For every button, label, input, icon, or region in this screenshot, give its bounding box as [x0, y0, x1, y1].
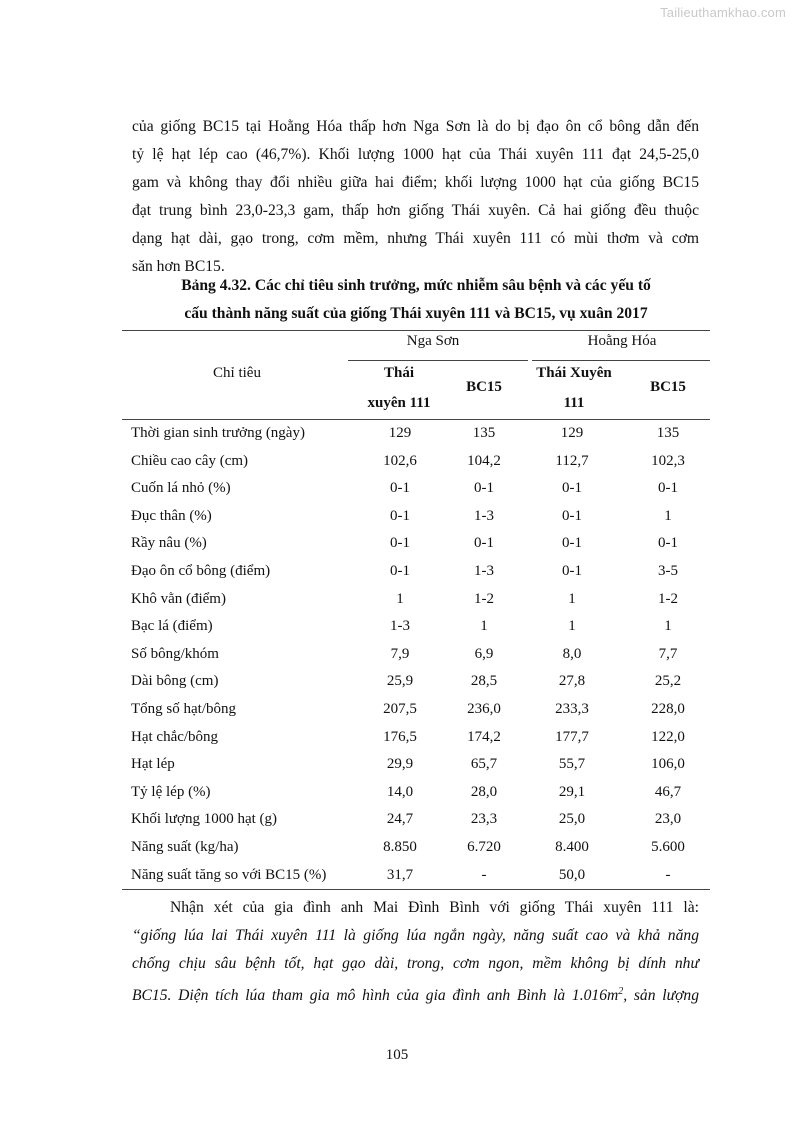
data-table — [122, 330, 710, 890]
text-line: của giống BC15 tại Hoằng Hóa thấp hơn Nga Sơn là do bị đạo ôn cổ bông dẫn đến — [132, 118, 699, 135]
cell: 228,0 — [651, 700, 685, 717]
cell: 0-1 — [562, 480, 582, 497]
cell: 0-1 — [390, 535, 410, 552]
cell: 1-2 — [658, 590, 678, 607]
cell: 8.400 — [555, 838, 589, 855]
row-label: Đạo ôn cổ bông (điểm) — [131, 562, 271, 579]
cell: 236,0 — [467, 700, 501, 717]
table-row — [122, 668, 710, 696]
cell: 1 — [480, 618, 488, 635]
cell: 0-1 — [562, 535, 582, 552]
cell: 28,0 — [470, 783, 498, 800]
cell: 27,8 — [558, 673, 586, 690]
cell: 207,5 — [383, 700, 417, 717]
cell: 0-1 — [474, 480, 494, 497]
row-label: Bạc lá (điểm) — [131, 618, 213, 635]
text-line: đạt trung bình 23,0-23,3 gam, thấp hơn giống Thái xuyên. Cả hai giống đều thuộc — [132, 202, 699, 219]
cell: 1-3 — [474, 562, 494, 579]
cell: 0-1 — [474, 535, 494, 552]
header-bc15-nga-son: BC15 — [466, 379, 502, 395]
row-label: Chiều cao cây (cm) — [131, 452, 249, 469]
cell: 1 — [664, 618, 672, 635]
table-row — [122, 558, 710, 586]
cell: 6.720 — [467, 838, 501, 855]
cell: 23,0 — [654, 811, 682, 828]
cell: 1-2 — [474, 590, 494, 607]
cell: 7,9 — [390, 645, 410, 662]
cell: 24,7 — [386, 811, 414, 828]
cell: 14,0 — [386, 783, 414, 800]
text-line: săn hơn BC15. — [132, 258, 225, 275]
cell: 106,0 — [651, 756, 685, 773]
table-caption — [122, 272, 710, 328]
intro-paragraph — [132, 113, 699, 281]
text-line: gam và không thay đổi nhiều giữa hai điểm; khối lượng 1000 hạt của giống BC15 — [132, 174, 699, 191]
cell: 23,3 — [470, 811, 498, 828]
cell: 31,7 — [386, 866, 414, 883]
row-label: Số bông/khóm — [131, 645, 219, 662]
cell: 1 — [396, 590, 404, 607]
cell: 135 — [472, 425, 496, 441]
table-row — [122, 862, 710, 890]
cell: 25,2 — [654, 673, 682, 690]
table-row — [122, 475, 710, 503]
row-label: Dài bông (cm) — [131, 673, 219, 690]
caption-line: Bảng 4.32. Các chỉ tiêu sinh trưởng, mức nhiễm sâu bệnh và các yếu tố — [181, 277, 651, 294]
cell: 0-1 — [390, 507, 410, 524]
cell: 102,3 — [651, 452, 685, 469]
header-indicator: Chỉ tiêu — [213, 365, 261, 381]
cell: - — [665, 866, 671, 883]
cell: 129 — [388, 425, 412, 441]
header-divider — [348, 360, 528, 361]
cell: 55,7 — [558, 756, 586, 773]
cell: 0-1 — [658, 480, 678, 497]
cell: 233,3 — [555, 700, 589, 717]
cell: 25,9 — [386, 673, 414, 690]
table-row — [122, 530, 710, 558]
table-row — [122, 806, 710, 834]
cell: 1 — [568, 590, 576, 607]
header-thai-xuyen-hoang-hoa-l2: 111 — [563, 395, 585, 411]
table-row — [122, 448, 710, 476]
cell: 8.850 — [383, 838, 417, 855]
table-row — [122, 586, 710, 614]
table-row — [122, 779, 710, 807]
table-row — [122, 696, 710, 724]
cell: 65,7 — [470, 756, 498, 773]
text-fragment: BC15. Diện tích lúa tham gia mô hình của gia đình anh Bình là 1.016m — [132, 987, 619, 1005]
cell: 29,9 — [386, 756, 414, 773]
header-bc15-hoang-hoa: BC15 — [650, 379, 686, 395]
text-line-italic — [132, 978, 699, 1006]
cell: 50,0 — [558, 866, 586, 883]
cell: 28,5 — [470, 673, 498, 690]
cell: 25,0 — [558, 811, 586, 828]
table-header — [122, 331, 710, 420]
text-line-italic: “giống lúa lai Thái xuyên 111 là giống lúa ngắn ngày, năng suất cao và khả năng — [132, 927, 699, 944]
row-label: Khô vằn (điểm) — [131, 590, 226, 607]
cell: 0-1 — [562, 562, 582, 579]
cell: 174,2 — [467, 728, 501, 745]
watermark: Tailieuthamkhao.com — [660, 5, 786, 20]
header-site-nga-son: Nga Sơn — [406, 333, 460, 349]
cell: 6,9 — [474, 645, 494, 662]
cell: 7,7 — [658, 645, 678, 662]
header-thai-xuyen-hoang-hoa-l1: Thái Xuyên — [536, 365, 612, 381]
cell: 0-1 — [390, 562, 410, 579]
cell: 129 — [560, 425, 584, 441]
superscript: 2 — [618, 986, 624, 997]
header-thai-xuyen-nga-son-l1: Thái — [383, 365, 414, 381]
row-label: Hạt lép — [131, 756, 175, 773]
table-row — [122, 613, 710, 641]
text-fragment: , sản lượng — [623, 987, 699, 1005]
row-label: Cuốn lá nhỏ (%) — [131, 480, 231, 497]
row-label: Thời gian sinh trưởng (ngày) — [131, 425, 305, 441]
cell: - — [481, 866, 487, 883]
text-line-italic: chống chịu sâu bệnh tốt, hạt gạo dài, trong, cơm ngon, mềm không bị dính như — [132, 955, 699, 972]
cell: 0-1 — [562, 507, 582, 524]
cell: 0-1 — [390, 480, 410, 497]
row-label: Tỷ lệ lép (%) — [131, 783, 211, 800]
row-label: Đục thân (%) — [131, 507, 212, 524]
text-line: tỷ lệ hạt lép cao (46,7%). Khối lượng 1000 hạt của Thái xuyên 111 đạt 24,5-25,0 — [132, 146, 699, 163]
cell: 102,6 — [383, 452, 417, 469]
header-thai-xuyen-nga-son-l2: xuyên 111 — [367, 395, 431, 411]
row-label: Hạt chắc/bông — [131, 728, 219, 745]
cell: 5.600 — [651, 838, 685, 855]
cell: 29,1 — [558, 783, 586, 800]
header-divider — [532, 360, 710, 361]
row-label: Năng suất tăng so với BC15 (%) — [131, 866, 327, 883]
table-row — [122, 834, 710, 862]
table-row — [122, 751, 710, 779]
cell: 112,7 — [555, 452, 589, 469]
cell: 135 — [656, 425, 680, 441]
caption-line: cấu thành năng suất của giống Thái xuyên 111 và BC15, vụ xuân 2017 — [184, 305, 648, 322]
cell: 122,0 — [651, 728, 685, 745]
header-site-hoang-hoa: Hoằng Hóa — [587, 333, 657, 349]
cell: 176,5 — [383, 728, 417, 745]
cell: 177,7 — [555, 728, 589, 745]
page-number: 105 — [385, 1047, 409, 1063]
row-label: Tổng số hạt/bông — [131, 700, 236, 717]
cell: 104,2 — [467, 452, 501, 469]
cell: 46,7 — [654, 783, 682, 800]
cell: 1 — [664, 507, 672, 524]
row-label: Khối lượng 1000 hạt (g) — [131, 811, 278, 828]
row-label: Năng suất (kg/ha) — [131, 838, 239, 855]
cell: 1-3 — [390, 618, 410, 635]
comment-paragraph — [132, 894, 699, 1006]
cell: 8,0 — [562, 645, 582, 662]
cell: 0-1 — [658, 535, 678, 552]
text-line: dạng hạt dài, gạo trong, cơm mềm, nhưng Thái xuyên 111 có mùi thơm và cơm — [132, 230, 699, 247]
table-row — [122, 503, 710, 531]
cell: 1-3 — [474, 507, 494, 524]
table-row — [122, 641, 710, 669]
row-label: Rầy nâu (%) — [131, 535, 207, 552]
table-row — [122, 724, 710, 752]
cell: 3-5 — [658, 562, 678, 579]
table-row — [122, 420, 710, 448]
text-line: Nhận xét của gia đình anh Mai Đình Bình với giống Thái xuyên 111 là: — [170, 899, 699, 916]
cell: 1 — [568, 618, 576, 635]
